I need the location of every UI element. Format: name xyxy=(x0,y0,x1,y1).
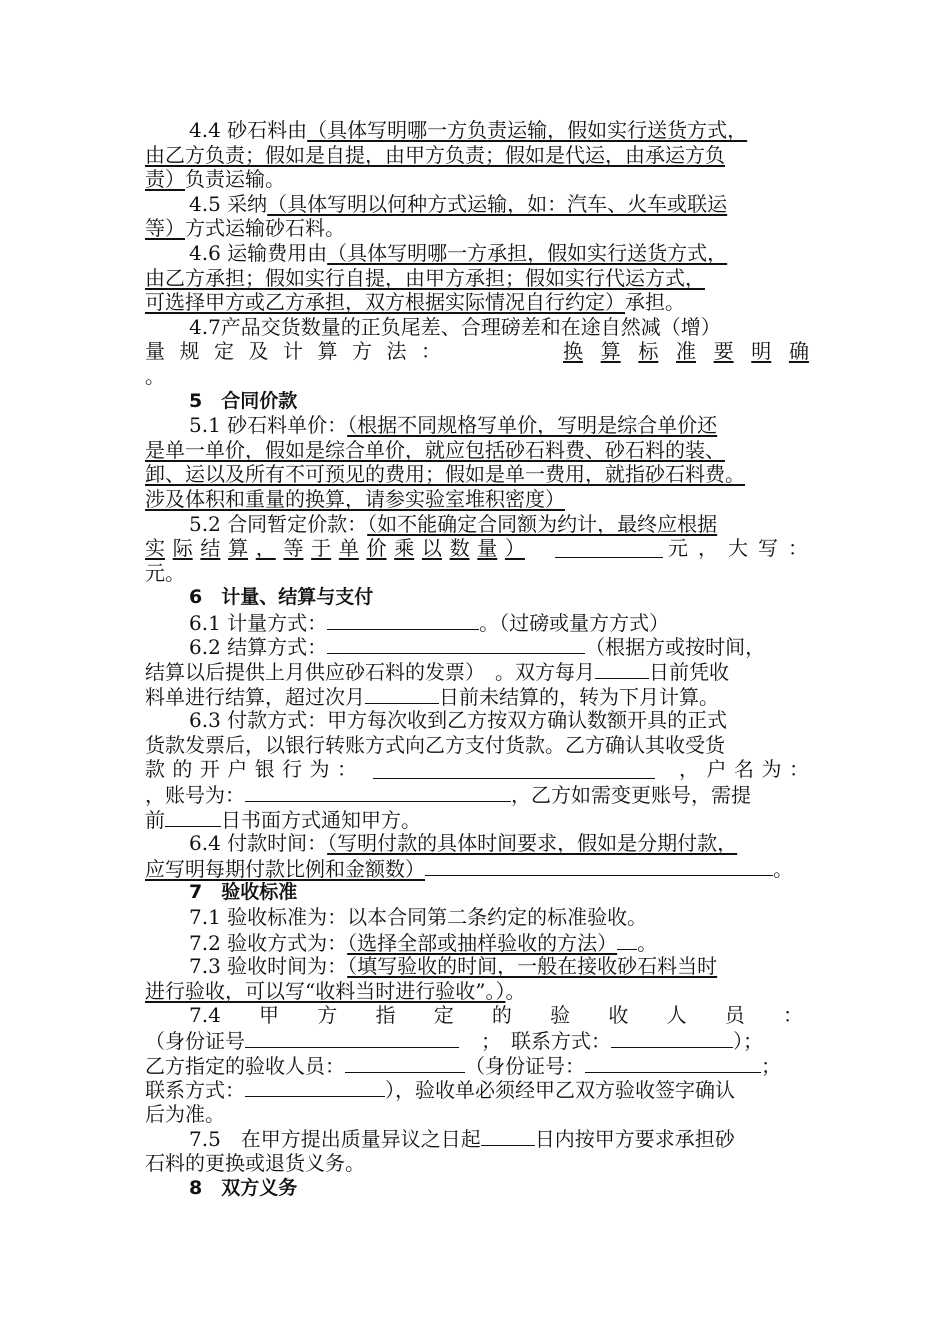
clause-text: 结算以后提供上月供应砂石料的发票） 。双方每月 xyxy=(145,660,595,685)
clause-6-3-line-3 xyxy=(145,757,810,782)
clause-text: ）； xyxy=(733,1028,763,1053)
clause-text: 7.1 验收标准为：以本合同第二条约定的标准验收。 xyxy=(189,905,648,929)
clause-7-4-line-3 xyxy=(145,1053,810,1078)
clause-char: 要 xyxy=(713,339,734,364)
clause-text: 5.1 砂石料单价： xyxy=(189,413,348,438)
party-a-contact-blank[interactable] xyxy=(611,1028,733,1048)
clause-6-2-line-1 xyxy=(145,634,810,659)
clause-text: ； 联系方式： xyxy=(481,1028,611,1053)
clause-char: ） xyxy=(504,536,525,561)
clause-char: 定 xyxy=(214,339,234,364)
clause-text: ），验收单必须经甲乙双方验收签字确认 xyxy=(385,1078,735,1103)
party-b-inspector-blank[interactable] xyxy=(345,1053,465,1073)
clause-char: 方 xyxy=(352,339,372,364)
clause-char: 际 xyxy=(172,536,193,561)
clause-text: 。（过磅或量方方式） xyxy=(479,610,670,635)
clause-4-6-line-1 xyxy=(145,241,810,266)
clause-char: 行 xyxy=(282,757,303,782)
clause-5-2-line-3 xyxy=(145,561,810,586)
clause-text: （身份证号： xyxy=(465,1053,585,1078)
clause-char: 结 xyxy=(200,536,221,561)
clause-instruction: （填写验收的时间，一般在接收砂石料当时 xyxy=(347,954,718,979)
clause-text: 后为准。 xyxy=(145,1101,225,1126)
clause-text: 。 xyxy=(773,856,793,881)
clause-char: 等 xyxy=(283,536,304,561)
clause-text: 前 xyxy=(145,807,165,832)
clause-4-7-line-2 xyxy=(145,339,810,364)
clause-4-7-line-3 xyxy=(145,364,810,389)
clause-char: ： xyxy=(421,339,441,364)
clause-text: 日书面方式通知甲方。 xyxy=(221,807,421,832)
section-6-heading: 6 计量、结算与支付 xyxy=(189,586,374,609)
clause-6-1 xyxy=(145,610,810,635)
clause-7-5-line-1 xyxy=(145,1126,810,1151)
clause-char: 甲 xyxy=(259,1003,280,1028)
clause-instruction: 由乙方负责；假如是自提，由甲方负责；假如是代运，由承运方负 xyxy=(145,142,725,167)
replacement-days-blank[interactable] xyxy=(481,1126,535,1146)
clause-instruction: 等） xyxy=(145,216,185,241)
clause-char: 以 xyxy=(421,536,442,561)
clause-text: 4.6 运输费用由 xyxy=(189,240,328,265)
clause-instruction: 应写明每期付款比例和金额数） xyxy=(145,856,425,881)
clause-7-4-line-2 xyxy=(145,1028,810,1053)
clause-char: 确 xyxy=(788,339,809,364)
clause-char: 明 xyxy=(751,339,772,364)
clause-text: 4.5 采纳 xyxy=(189,191,268,216)
clause-char: 及 xyxy=(248,339,269,364)
clause-7-4-line-5 xyxy=(145,1102,810,1127)
clause-char: 数 xyxy=(449,536,470,561)
clause-6-3-line-5 xyxy=(145,807,810,832)
clause-char: 开 xyxy=(199,757,220,782)
clause-char: 计 xyxy=(283,339,303,364)
bank-name-blank[interactable] xyxy=(373,778,655,779)
clause-text: 。 xyxy=(145,363,165,388)
clause-6-4-line-1 xyxy=(145,831,810,856)
clause-text: 7.3 验收时间为： xyxy=(189,954,348,979)
clause-text: （根据方或按时间， xyxy=(585,635,766,660)
formula-blank xyxy=(483,339,809,364)
clause-instruction: （具体写明以何种方式运输，如：汽车、火车或联运 xyxy=(267,191,728,216)
clause-char: 算 xyxy=(228,536,249,561)
clause-5-1-line-2 xyxy=(145,438,810,463)
clause-7-3-line-1 xyxy=(145,954,810,979)
clause-7-5-line-2 xyxy=(145,1151,810,1176)
clause-char: 标 xyxy=(638,339,659,364)
clause-instruction: （具体写明哪一方负责运输，假如实行送货方式， xyxy=(307,118,748,142)
clause-char: 户 xyxy=(227,757,248,782)
notice-days-blank[interactable] xyxy=(165,807,221,827)
clause-5-1-line-4 xyxy=(145,487,810,512)
clause-text: 日前未结算的，转为下月计算。 xyxy=(439,684,719,709)
clause-text: 乙方指定的验收人员： xyxy=(145,1053,345,1078)
clause-instruction: 责） xyxy=(145,167,185,192)
clause-6-3-line-2 xyxy=(145,733,810,758)
clause-text: 6.3 付款方式：甲方每次收到乙方按双方确认数额开具的正式 xyxy=(189,708,728,733)
clause-text: 4.7产品交货数量的正负尾差、合理磅差和在途自然减（增） xyxy=(189,314,721,339)
clause-char: 量 xyxy=(145,339,165,364)
clause-6-3-line-1 xyxy=(145,708,810,733)
clause-char: 名 xyxy=(734,757,754,782)
clause-text: 方式运输砂石料。 xyxy=(185,216,345,241)
clause-text: 料单进行结算，超过次月 xyxy=(145,684,365,709)
clause-text: ，账号为： xyxy=(145,783,245,808)
payment-time-blank[interactable] xyxy=(425,856,773,876)
clause-text: 5.2 合同暂定价款： xyxy=(189,511,368,536)
clause-instruction: （如不能确定合同额为约计，最终应根据 xyxy=(367,511,718,536)
clause-text: 石料的更换或退货义务。 xyxy=(145,1150,365,1175)
next-month-day-blank[interactable] xyxy=(365,684,439,704)
clause-char: 员 xyxy=(724,1003,745,1028)
clause-instruction: 卸、运以及所有不可预见的费用；假如是单一费用，就指砂石料费。 xyxy=(145,462,745,487)
clause-char: 大 xyxy=(728,536,748,561)
clause-text: 7.2 验收方式为： xyxy=(189,930,348,955)
clause-instruction: （写明付款的具体时间要求，假如是分期付款， xyxy=(327,831,738,856)
clause-char: 算 xyxy=(600,339,621,364)
clause-text: 承担。 xyxy=(625,290,685,315)
clause-char: 为 xyxy=(761,757,782,782)
clause-char: 写 xyxy=(758,536,778,561)
clause-char: 银 xyxy=(254,757,275,782)
clause-6-3-line-4 xyxy=(145,782,810,807)
section-5-heading: 5 合同价款 xyxy=(189,389,298,412)
clause-4-6-line-3 xyxy=(145,290,810,315)
clause-char: ： xyxy=(789,757,809,782)
inspection-method-blank[interactable] xyxy=(617,930,637,950)
clause-instruction: 进行验收，可以写“收料当时进行验收”。） xyxy=(145,978,506,1003)
clause-char: 元 xyxy=(668,536,688,561)
clause-char: 的 xyxy=(172,757,193,782)
clause-instruction: 是单一单价，假如是综合单价，就应包括砂石料费、砂石料的装、 xyxy=(145,437,725,462)
clause-4-5-line-2 xyxy=(145,216,810,241)
clause-text: 联系方式： xyxy=(145,1078,245,1103)
clause-instruction: （具体写明哪一方承担，假如实行送货方式， xyxy=(327,240,728,265)
party-b-id-blank[interactable] xyxy=(585,1053,761,1073)
contract-page xyxy=(145,118,810,1200)
clause-text: 日前凭收 xyxy=(649,660,729,685)
clause-5-1-line-3 xyxy=(145,462,810,487)
clause-char: 于 xyxy=(311,536,332,561)
clause-text: ； xyxy=(761,1053,781,1078)
clause-text: （身份证号 xyxy=(145,1028,245,1053)
clause-char: 为 xyxy=(309,757,330,782)
clause-number: 7.4 xyxy=(189,1003,221,1028)
clause-7-1 xyxy=(145,905,810,930)
clause-char: 户 xyxy=(706,757,727,782)
clause-char: ， xyxy=(698,536,718,561)
clause-char: 款 xyxy=(145,757,165,782)
clause-4-4-line-3 xyxy=(145,167,810,192)
clause-text: 。 xyxy=(505,978,526,1003)
section-7-heading: 7 验收标准 xyxy=(189,881,298,904)
clause-instruction xyxy=(145,536,525,561)
clause-instruction: （根据不同规格写单价，写明是综合单价还 xyxy=(347,413,718,438)
clause-text: 。 xyxy=(637,930,658,955)
monthly-day-blank[interactable] xyxy=(595,659,649,679)
clause-char: ： xyxy=(783,1003,803,1028)
clause-char: 算 xyxy=(317,339,338,364)
clause-char: 的 xyxy=(491,1003,512,1028)
clause-text: 6.2 结算方式： xyxy=(189,635,328,660)
clause-text: 7.5 在甲方提出质量异议之日起 xyxy=(189,1127,481,1152)
clause-char: 方 xyxy=(317,1003,338,1028)
clause-6-2-line-3 xyxy=(145,684,810,709)
clause-5-1-line-1 xyxy=(145,413,810,438)
clause-text: 4.4 砂石料由 xyxy=(189,118,308,142)
clause-char: 实 xyxy=(145,536,165,561)
clause-char: 单 xyxy=(338,536,359,561)
clause-instruction: 由乙方承担；假如实行自提，由甲方承担；假如实行代运方式， xyxy=(145,265,705,290)
clause-char: 乘 xyxy=(394,536,415,561)
clause-instruction: （选择全部或抽样验收的方法） xyxy=(347,930,618,955)
clause-6-4-line-2 xyxy=(145,856,810,881)
section-8-heading: 8 双方义务 xyxy=(189,1176,298,1199)
clause-text: 负责运输。 xyxy=(185,167,285,192)
clause-text: 日内按甲方要求承担砂 xyxy=(534,1127,735,1152)
party-a-id-blank[interactable] xyxy=(245,1028,459,1048)
clause-instruction: 可选择甲方或乙方承担，双方根据实际情况自行约定） xyxy=(145,290,625,315)
clause-5-2-line-2 xyxy=(145,536,810,561)
clause-7-3-line-2 xyxy=(145,979,810,1004)
clause-char: 验 xyxy=(550,1003,571,1028)
clause-7-4-line-4 xyxy=(145,1077,810,1102)
clause-char: 人 xyxy=(666,1003,687,1028)
clause-char: 量 xyxy=(477,536,498,561)
clause-char: ， xyxy=(679,757,699,782)
clause-char: 收 xyxy=(608,1003,629,1028)
clause-7-2 xyxy=(145,930,810,955)
clause-char: 准 xyxy=(675,339,696,364)
clause-6-2-line-2 xyxy=(145,659,810,684)
clause-4-4-line-2 xyxy=(145,143,810,168)
clause-char: ： xyxy=(336,757,357,782)
clause-7-4-line-1 xyxy=(145,1003,810,1028)
clause-char: 换 xyxy=(563,339,583,364)
clause-char: 定 xyxy=(433,1003,454,1028)
clause-4-5-line-1 xyxy=(145,192,810,217)
clause-char: 规 xyxy=(179,339,200,364)
clause-char: ， xyxy=(255,536,276,561)
clause-char: 法 xyxy=(386,339,407,364)
party-b-contact-blank[interactable] xyxy=(245,1077,385,1097)
account-number-blank[interactable] xyxy=(245,782,511,802)
amount-blank[interactable] xyxy=(555,557,663,558)
clause-instruction: 涉及体积和重量的换算，请参实验室堆积密度） xyxy=(145,486,565,511)
clause-text: 元。 xyxy=(145,560,185,585)
clause-4-6-line-2 xyxy=(145,266,810,291)
clause-5-2-line-1 xyxy=(145,512,810,537)
clause-text: 6.1 计量方式： xyxy=(189,610,328,635)
clause-char: 指 xyxy=(375,1003,396,1028)
settlement-method-blank[interactable] xyxy=(327,634,585,654)
clause-4-4-line-1 xyxy=(145,118,810,143)
clause-4-7-line-1 xyxy=(145,315,810,340)
measure-method-blank[interactable] xyxy=(327,610,479,630)
clause-text: 货款发票后，以银行转账方式向乙方支付货款。乙方确认其收受货 xyxy=(145,732,725,757)
clause-char: ： xyxy=(788,536,808,561)
clause-text: 6.4 付款时间： xyxy=(189,831,328,856)
clause-text: ，乙方如需变更账号，需提 xyxy=(511,783,751,808)
clause-char: 价 xyxy=(366,536,387,561)
